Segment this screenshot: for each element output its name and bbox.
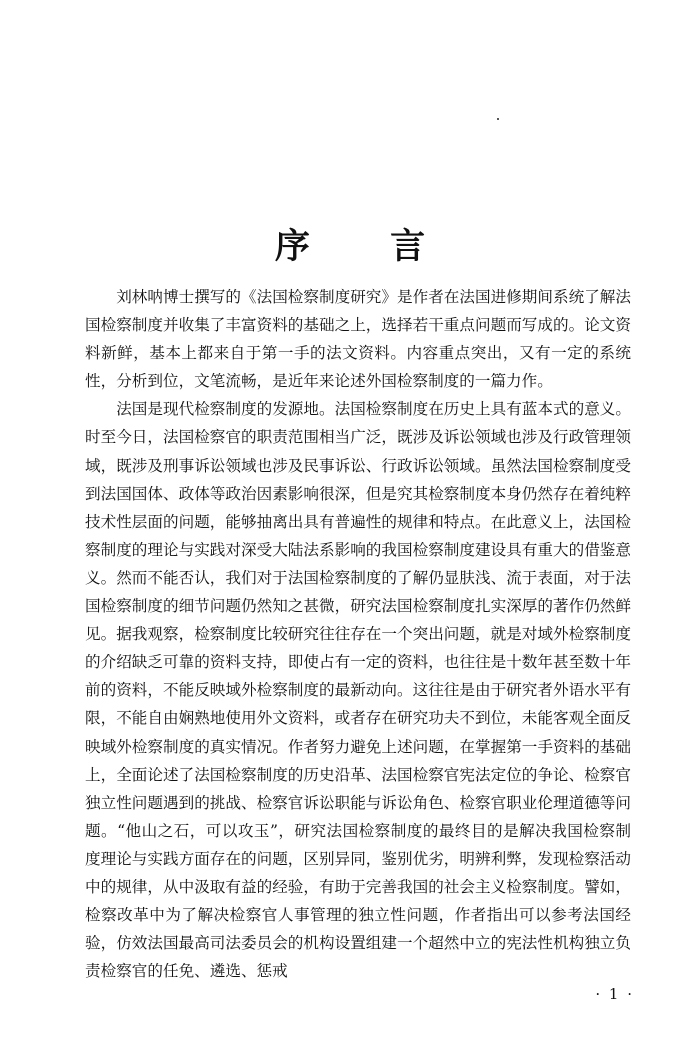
paragraph-1: 刘林呐博士撰写的《法国检察制度研究》是作者在法国进修期间系统了解法国检察制度并收集了丰富资料的基础之上，选择若干重点问题而写成的。论文资料新鲜，基本上都来自于第一手的法文资料。内容重点突出，又有一定的系统性，分析到位，文笔流畅，是近年来论述外国检察制度的一篇力作。 <box>85 288 631 391</box>
page-number: · 1 · <box>595 985 634 1003</box>
body-text <box>85 283 631 985</box>
stray-mark <box>497 118 499 120</box>
page-title: 序 言 <box>274 226 460 268</box>
paragraph-2: 法国是现代检察制度的发源地。法国检察制度在历史上具有蓝本式的意义。时至今日，法国检察官的职责范围相当广泛，既涉及诉讼领域也涉及行政管理领域，既涉及刑事诉讼领域也涉及民事诉讼、行政诉讼领域。虽然法国检察制度受到法国国体、政体等政治因素影响很深，但是究其检察制度本身仍然存在着纯粹技术性层面的问题，能够抽离出具有普遍性的规律和特点。在此意义上，法国检察制度的理论与实践对深受大陆法系影响的我国检察制度建设具有重大的借鉴意义。然而不能否认，我们对于法国检察制度的了解仍显肤浅、流于表面，对于法国检察制度的细节问题仍然知之甚微，研究法国检察制度扎实深厚的著作仍然鲜见。据我观察，检察制度比较研究往往存在一个突出问题，就是对域外检察制度的介绍缺乏可靠的资料支持，即使占有一定的资料，也往往是十数年甚至数十年前的资料，不能反映域外检察制度的最新动向。这往往是由于研究者外语水平有限，不能自由娴熟地使用外文资料，或者存在研究功夫不到位，未能客观全面反映域外检察制度的真实情况。作者努力避免上述问题，在掌握第一手资料的基础上，全面论述了法国检察制度的历史沿革、法国检察官宪法定位的争论、检察官独立性问题遇到的挑战、检察官诉讼职能与诉讼角色、检察官职业伦理道德等问题。“他山之石，可以攻玉”，研究法国检察制度的最终目的是解决我国检察制度理论与实践方面存在的问题，区别异同，鉴别优劣，明辨利弊，发现检察活动中的规律，从中汲取有益的经验，有助于完善我国的社会主义检察制度。譬如，检察改革中为了解决检察官人事管理的独立性问题，作者指出可以参考法国经验，仿效法国最高司法委员会的机构设置组建一个超然中立的宪法性机构独立负责检察官的任免、遴选、惩戒 <box>85 400 631 981</box>
